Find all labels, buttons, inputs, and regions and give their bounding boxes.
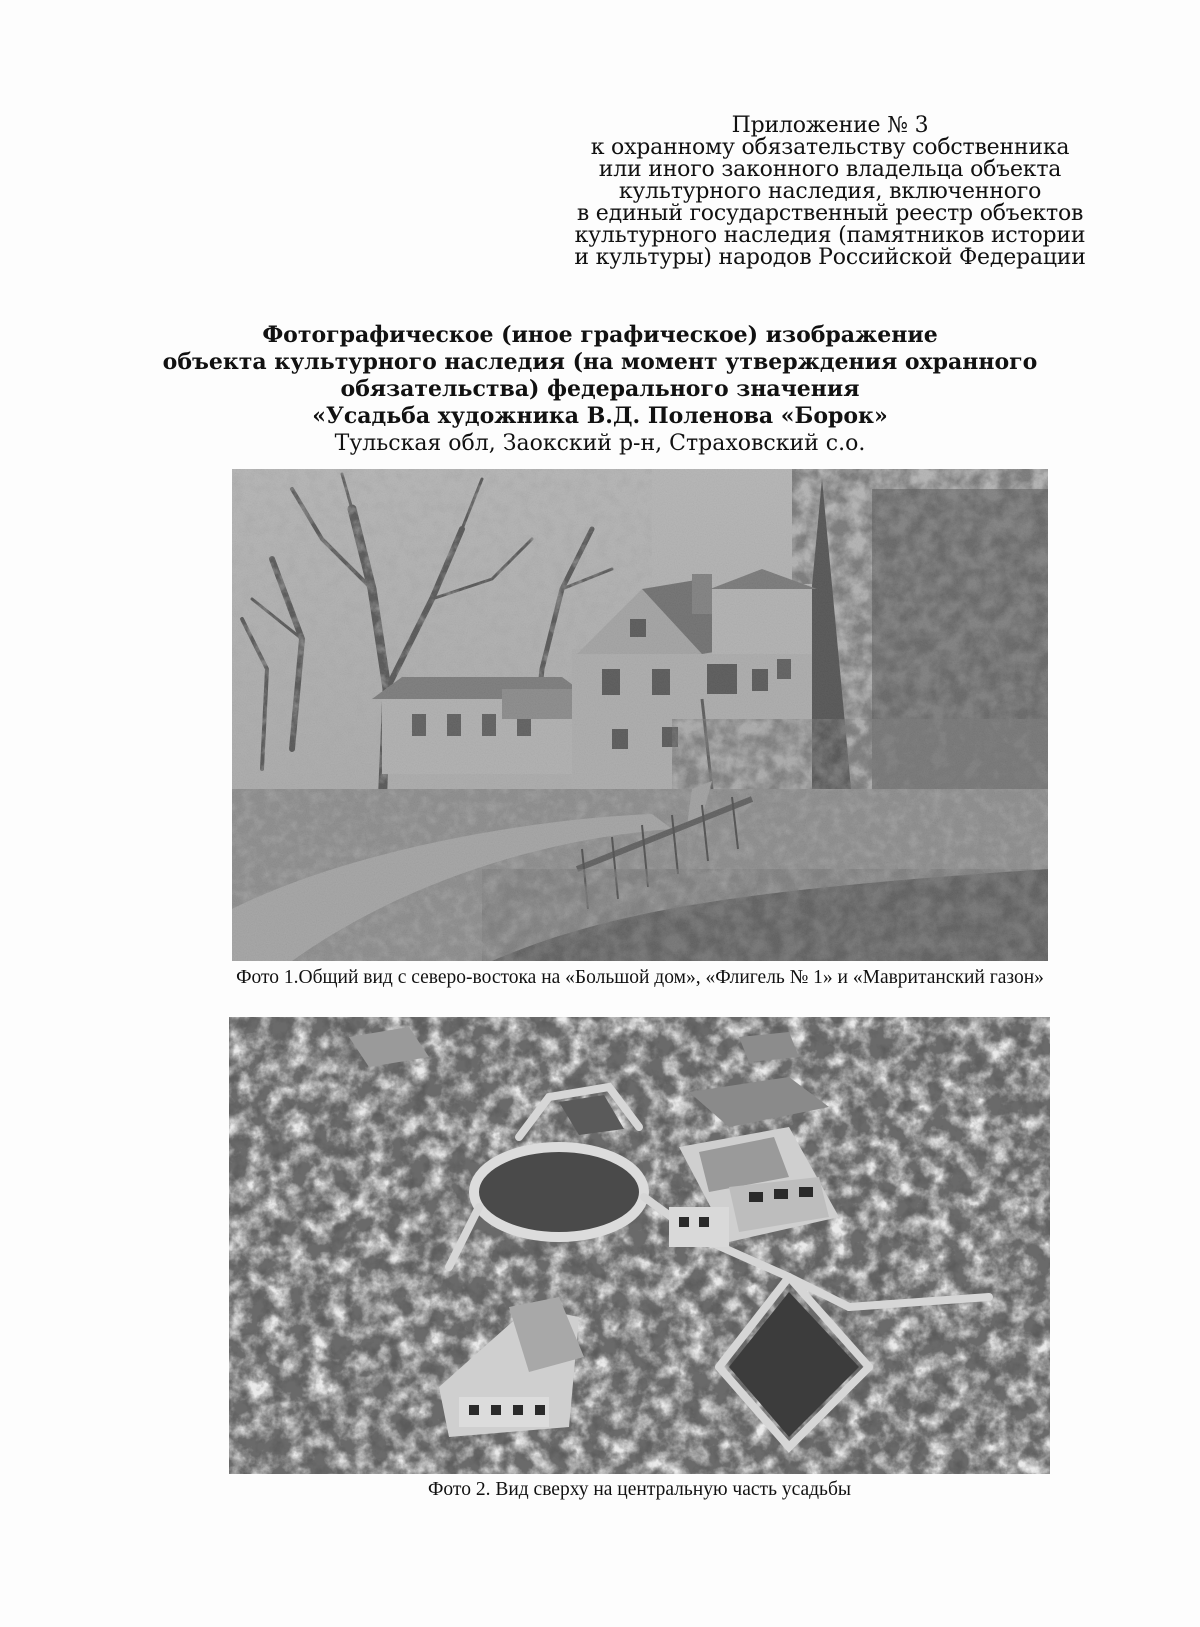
photo-1-house-view	[232, 469, 1048, 961]
document-title	[150, 322, 1050, 457]
object-address: Тульская обл, Заокский р-н, Страховский с.о.	[334, 431, 866, 456]
title-line: обязательства) федерального значения	[340, 376, 860, 402]
appendix-line: Приложение № 3	[731, 113, 929, 138]
title-line: «Усадьба художника В.Д. Поленова «Борок»	[312, 403, 888, 429]
photo-2-aerial-view	[229, 1017, 1050, 1474]
appendix-line: в единый государственный реестр объектов	[576, 201, 1084, 226]
photo-1-image	[232, 469, 1048, 961]
photo-2-image	[229, 1017, 1050, 1474]
photo-1-caption: Фото 1.Общий вид с северо-востока на «Большой дом», «Флигель № 1» и «Мавританский газон»	[236, 967, 1044, 988]
appendix-line: культурного наследия (памятников истории	[574, 223, 1086, 248]
appendix-line: и культуры) народов Российской Федерации	[574, 245, 1086, 270]
appendix-line: к охранному обязательству собственника	[590, 135, 1070, 160]
appendix-line: или иного законного владельца объекта	[598, 157, 1062, 182]
title-line: Фотографическое (иное графическое) изображение	[262, 322, 938, 348]
photo-2-caption: Фото 2. Вид сверху на центральную часть усадьбы	[428, 1479, 851, 1500]
appendix-line: культурного наследия, включенного	[618, 179, 1042, 204]
appendix-header	[560, 115, 1100, 269]
title-line: объекта культурного наследия (на момент утверждения охранного	[162, 349, 1038, 375]
